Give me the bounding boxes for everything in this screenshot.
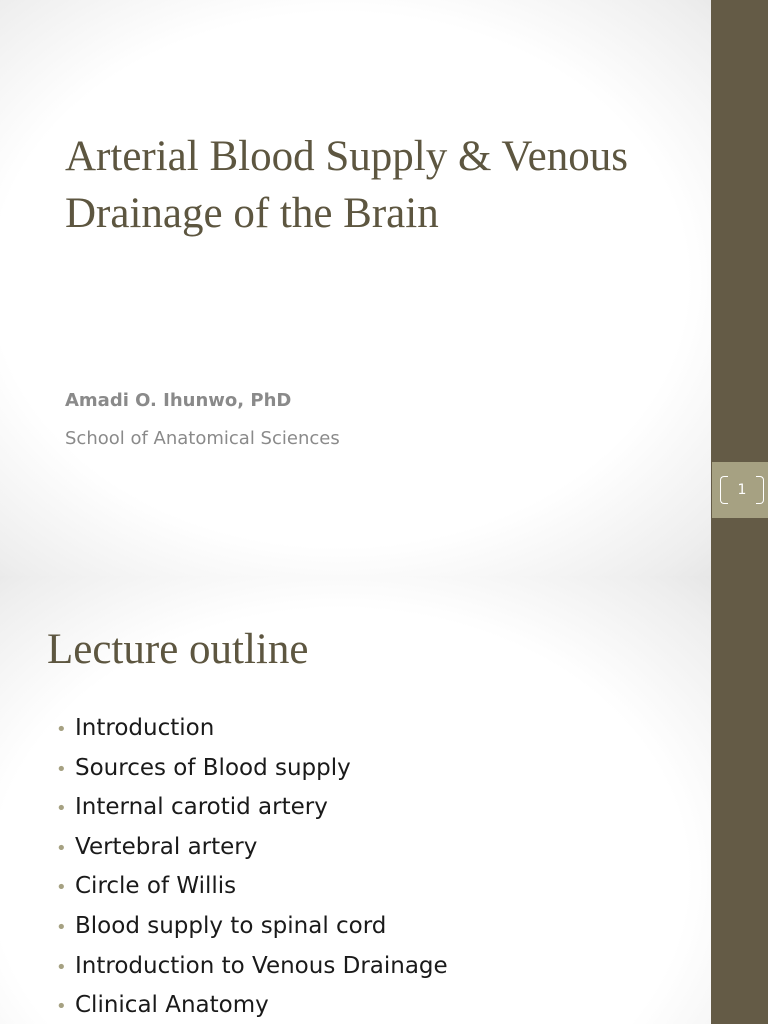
outline-item-label: Introduction to Venous Drainage bbox=[75, 952, 448, 979]
outline-item bbox=[56, 989, 448, 1024]
bullet-icon: • bbox=[56, 758, 67, 780]
outline-item-label: Circle of Willis bbox=[75, 873, 237, 900]
outline-item bbox=[56, 870, 448, 910]
bullet-icon: • bbox=[56, 798, 67, 820]
bullet-icon: • bbox=[56, 877, 67, 899]
outline-item-label: Clinical Anatomy bbox=[75, 992, 269, 1019]
bullet-icon: • bbox=[56, 719, 67, 740]
bullet-icon: • bbox=[56, 956, 67, 978]
outline-item bbox=[56, 712, 448, 752]
slide-sidebar bbox=[711, 576, 768, 1024]
affiliation: School of Anatomical Sciences bbox=[65, 428, 340, 449]
title-line-2: Drainage of the Brain bbox=[65, 190, 439, 237]
page-number: 1 bbox=[737, 482, 747, 498]
title-line-1: Arterial Blood Supply & Venous bbox=[65, 133, 628, 180]
outline-item bbox=[56, 791, 448, 831]
outline-item bbox=[56, 910, 448, 950]
outline-item-label: Introduction bbox=[75, 715, 215, 741]
bullet-icon: • bbox=[56, 996, 67, 1018]
bracket-left-icon bbox=[720, 476, 728, 504]
outline-item bbox=[56, 831, 448, 871]
bullet-icon: • bbox=[56, 916, 67, 938]
outline-heading: Lecture outline bbox=[47, 626, 309, 673]
outline-item bbox=[56, 950, 448, 990]
slide-title bbox=[65, 128, 685, 242]
outline-slide bbox=[0, 576, 768, 1024]
bracket-right-icon bbox=[756, 476, 764, 504]
outline-item bbox=[56, 752, 448, 792]
bullet-icon: • bbox=[56, 837, 67, 859]
outline-item-label: Blood supply to spinal cord bbox=[75, 912, 387, 939]
outline-item-label: Vertebral artery bbox=[75, 833, 258, 860]
outline-item-label: Sources of Blood supply bbox=[75, 754, 351, 781]
outline-list bbox=[56, 712, 448, 1024]
outline-item-label: Internal carotid artery bbox=[75, 794, 328, 821]
author-name: Amadi O. Ihunwo, PhD bbox=[65, 390, 292, 411]
page-number-badge bbox=[712, 462, 768, 518]
